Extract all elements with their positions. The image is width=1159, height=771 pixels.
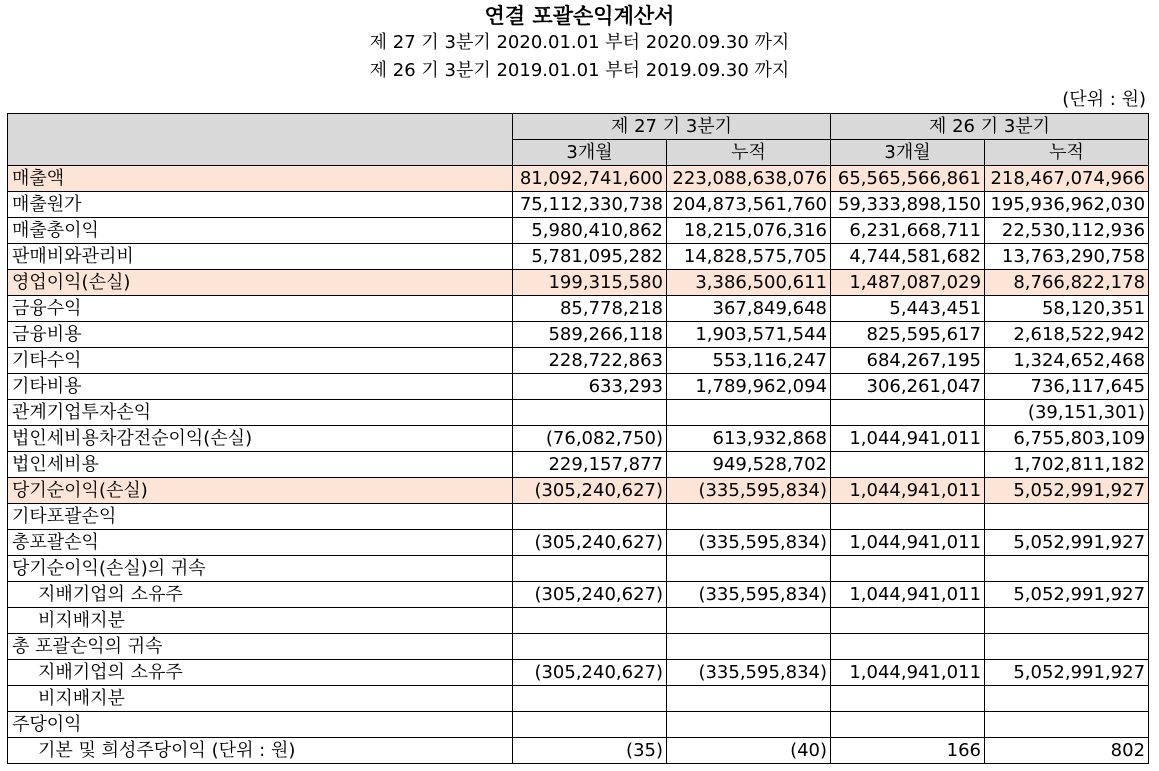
- value-3m-prior: [831, 504, 985, 530]
- row-label: 지배기업의 소유주: [8, 660, 513, 686]
- value-cum-prior: 5,052,991,927: [985, 478, 1149, 504]
- row-label: 기타포괄손익: [8, 504, 513, 530]
- value-3m-current: [513, 556, 667, 582]
- income-statement-table: [7, 113, 1149, 764]
- value-3m-current: (305,240,627): [513, 582, 667, 608]
- value-cum-current: (335,595,834): [667, 660, 831, 686]
- value-cum-current: [667, 400, 831, 426]
- value-3m-current: (76,082,750): [513, 426, 667, 452]
- table-row: [8, 582, 1149, 608]
- value-3m-current: 81,092,741,600: [513, 166, 667, 192]
- table-row: [8, 218, 1149, 244]
- value-3m-current: 85,778,218: [513, 296, 667, 322]
- row-label: 지배기업의 소유주: [8, 582, 513, 608]
- value-3m-current: (305,240,627): [513, 530, 667, 556]
- value-cum-current: 3,386,500,611: [667, 270, 831, 296]
- table-row: [8, 712, 1149, 738]
- header-3m-current: 3개월: [513, 140, 667, 166]
- value-3m-prior: 306,261,047: [831, 374, 985, 400]
- value-cum-current: [667, 686, 831, 712]
- value-cum-current: [667, 504, 831, 530]
- table-row: [8, 478, 1149, 504]
- row-label: 총 포괄손익의 귀속: [8, 634, 513, 660]
- value-3m-current: [513, 608, 667, 634]
- value-3m-prior: 1,044,941,011: [831, 582, 985, 608]
- value-cum-prior: 22,530,112,936: [985, 218, 1149, 244]
- value-cum-prior: (39,151,301): [985, 400, 1149, 426]
- table-row: [8, 244, 1149, 270]
- value-3m-current: 228,722,863: [513, 348, 667, 374]
- table-row: [8, 400, 1149, 426]
- value-3m-current: 5,980,410,862: [513, 218, 667, 244]
- value-cum-prior: [985, 712, 1149, 738]
- value-cum-prior: 58,120,351: [985, 296, 1149, 322]
- value-cum-current: 1,789,962,094: [667, 374, 831, 400]
- value-3m-prior: 1,044,941,011: [831, 478, 985, 504]
- value-cum-current: 204,873,561,760: [667, 192, 831, 218]
- value-cum-current: 18,215,076,316: [667, 218, 831, 244]
- table-row: [8, 634, 1149, 660]
- value-cum-current: 553,116,247: [667, 348, 831, 374]
- value-cum-prior: 195,936,962,030: [985, 192, 1149, 218]
- row-label: 총포괄손익: [8, 530, 513, 556]
- value-3m-prior: 4,744,581,682: [831, 244, 985, 270]
- period-current: 제 27 기 3분기 2020.01.01 부터 2020.09.30 까지: [369, 32, 790, 53]
- value-cum-current: 367,849,648: [667, 296, 831, 322]
- value-cum-current: 1,903,571,544: [667, 322, 831, 348]
- value-cum-prior: 2,618,522,942: [985, 322, 1149, 348]
- value-3m-prior: [831, 712, 985, 738]
- value-cum-prior: 736,117,645: [985, 374, 1149, 400]
- table-row: [8, 348, 1149, 374]
- value-cum-prior: 1,324,652,468: [985, 348, 1149, 374]
- row-label: 주당이익: [8, 712, 513, 738]
- table-body: [8, 166, 1149, 764]
- value-cum-current: 613,932,868: [667, 426, 831, 452]
- header-group-current: 제 27 기 3분기: [513, 114, 831, 140]
- page-title: 연결 포괄손익계산서: [484, 4, 675, 28]
- table-row: [8, 738, 1149, 764]
- value-cum-prior: 5,052,991,927: [985, 530, 1149, 556]
- row-label: 당기순이익(손실): [8, 478, 513, 504]
- table-row: [8, 166, 1149, 192]
- value-3m-current: 199,315,580: [513, 270, 667, 296]
- value-3m-current: (305,240,627): [513, 660, 667, 686]
- value-cum-prior: 802: [985, 738, 1149, 764]
- value-3m-current: 633,293: [513, 374, 667, 400]
- row-label: 비지배지분: [8, 608, 513, 634]
- value-3m-current: (35): [513, 738, 667, 764]
- row-label: 기타비용: [8, 374, 513, 400]
- row-label: 매출액: [8, 166, 513, 192]
- value-3m-current: 75,112,330,738: [513, 192, 667, 218]
- value-3m-prior: [831, 686, 985, 712]
- row-label: 매출총이익: [8, 218, 513, 244]
- row-label: 비지배지분: [8, 686, 513, 712]
- value-cum-prior: [985, 634, 1149, 660]
- table-row: [8, 556, 1149, 582]
- value-3m-prior: 684,267,195: [831, 348, 985, 374]
- value-cum-current: (40): [667, 738, 831, 764]
- value-3m-prior: 1,487,087,029: [831, 270, 985, 296]
- value-cum-prior: 13,763,290,758: [985, 244, 1149, 270]
- value-cum-prior: [985, 608, 1149, 634]
- header-cum-prior: 누적: [985, 140, 1149, 166]
- value-cum-prior: 1,702,811,182: [985, 452, 1149, 478]
- value-cum-current: [667, 712, 831, 738]
- header-3m-prior: 3개월: [831, 140, 985, 166]
- value-cum-prior: [985, 686, 1149, 712]
- value-cum-current: (335,595,834): [667, 478, 831, 504]
- value-3m-prior: [831, 608, 985, 634]
- value-3m-current: [513, 400, 667, 426]
- value-cum-current: [667, 608, 831, 634]
- row-label: 관계기업투자손익: [8, 400, 513, 426]
- table-row: [8, 374, 1149, 400]
- value-cum-current: (335,595,834): [667, 582, 831, 608]
- value-3m-prior: [831, 400, 985, 426]
- table-row: [8, 530, 1149, 556]
- value-3m-current: [513, 712, 667, 738]
- row-label: 판매비와관리비: [8, 244, 513, 270]
- value-3m-prior: [831, 634, 985, 660]
- header-cum-current: 누적: [667, 140, 831, 166]
- row-label: 영업이익(손실): [8, 270, 513, 296]
- value-3m-prior: 6,231,668,711: [831, 218, 985, 244]
- value-cum-prior: [985, 504, 1149, 530]
- table-row: [8, 504, 1149, 530]
- value-cum-current: 223,088,638,076: [667, 166, 831, 192]
- row-label: 금융수익: [8, 296, 513, 322]
- value-3m-prior: 65,565,566,861: [831, 166, 985, 192]
- value-3m-current: 229,157,877: [513, 452, 667, 478]
- value-cum-current: [667, 634, 831, 660]
- row-label: 기타수익: [8, 348, 513, 374]
- value-3m-current: [513, 504, 667, 530]
- value-3m-current: 5,781,095,282: [513, 244, 667, 270]
- row-label: 매출원가: [8, 192, 513, 218]
- value-3m-prior: 166: [831, 738, 985, 764]
- value-3m-prior: 825,595,617: [831, 322, 985, 348]
- value-cum-prior: 5,052,991,927: [985, 660, 1149, 686]
- value-cum-current: 14,828,575,705: [667, 244, 831, 270]
- value-3m-prior: 59,333,898,150: [831, 192, 985, 218]
- value-cum-prior: 5,052,991,927: [985, 582, 1149, 608]
- table-row: [8, 322, 1149, 348]
- row-label: 금융비용: [8, 322, 513, 348]
- table-row: [8, 192, 1149, 218]
- table-row: [8, 452, 1149, 478]
- value-cum-prior: [985, 556, 1149, 582]
- value-3m-current: 589,266,118: [513, 322, 667, 348]
- table-row: [8, 660, 1149, 686]
- table-row: [8, 686, 1149, 712]
- value-cum-current: 949,528,702: [667, 452, 831, 478]
- table-row: [8, 608, 1149, 634]
- value-3m-prior: [831, 556, 985, 582]
- value-3m-prior: 5,443,451: [831, 296, 985, 322]
- value-cum-prior: 6,755,803,109: [985, 426, 1149, 452]
- value-3m-prior: 1,044,941,011: [831, 426, 985, 452]
- value-3m-prior: 1,044,941,011: [831, 530, 985, 556]
- value-3m-prior: 1,044,941,011: [831, 660, 985, 686]
- value-3m-current: [513, 686, 667, 712]
- value-3m-current: (305,240,627): [513, 478, 667, 504]
- row-label: 당기순이익(손실)의 귀속: [8, 556, 513, 582]
- value-3m-prior: [831, 452, 985, 478]
- row-label: 기본 및 희성주당이익 (단위 : 원): [8, 738, 513, 764]
- table-row: [8, 426, 1149, 452]
- header-account: [8, 114, 513, 166]
- row-label: 법인세비용: [8, 452, 513, 478]
- value-cum-prior: 8,766,822,178: [985, 270, 1149, 296]
- table-row: [8, 296, 1149, 322]
- table-row: [8, 270, 1149, 296]
- value-cum-current: [667, 556, 831, 582]
- period-prior: 제 26 기 3분기 2019.01.01 부터 2019.09.30 까지: [369, 60, 790, 81]
- row-label: 법인세비용차감전순이익(손실): [8, 426, 513, 452]
- value-cum-current: (335,595,834): [667, 530, 831, 556]
- value-cum-prior: 218,467,074,966: [985, 166, 1149, 192]
- unit-label: (단위 : 원): [1062, 89, 1146, 110]
- value-3m-current: [513, 634, 667, 660]
- header-group-prior: 제 26 기 3분기: [831, 114, 1149, 140]
